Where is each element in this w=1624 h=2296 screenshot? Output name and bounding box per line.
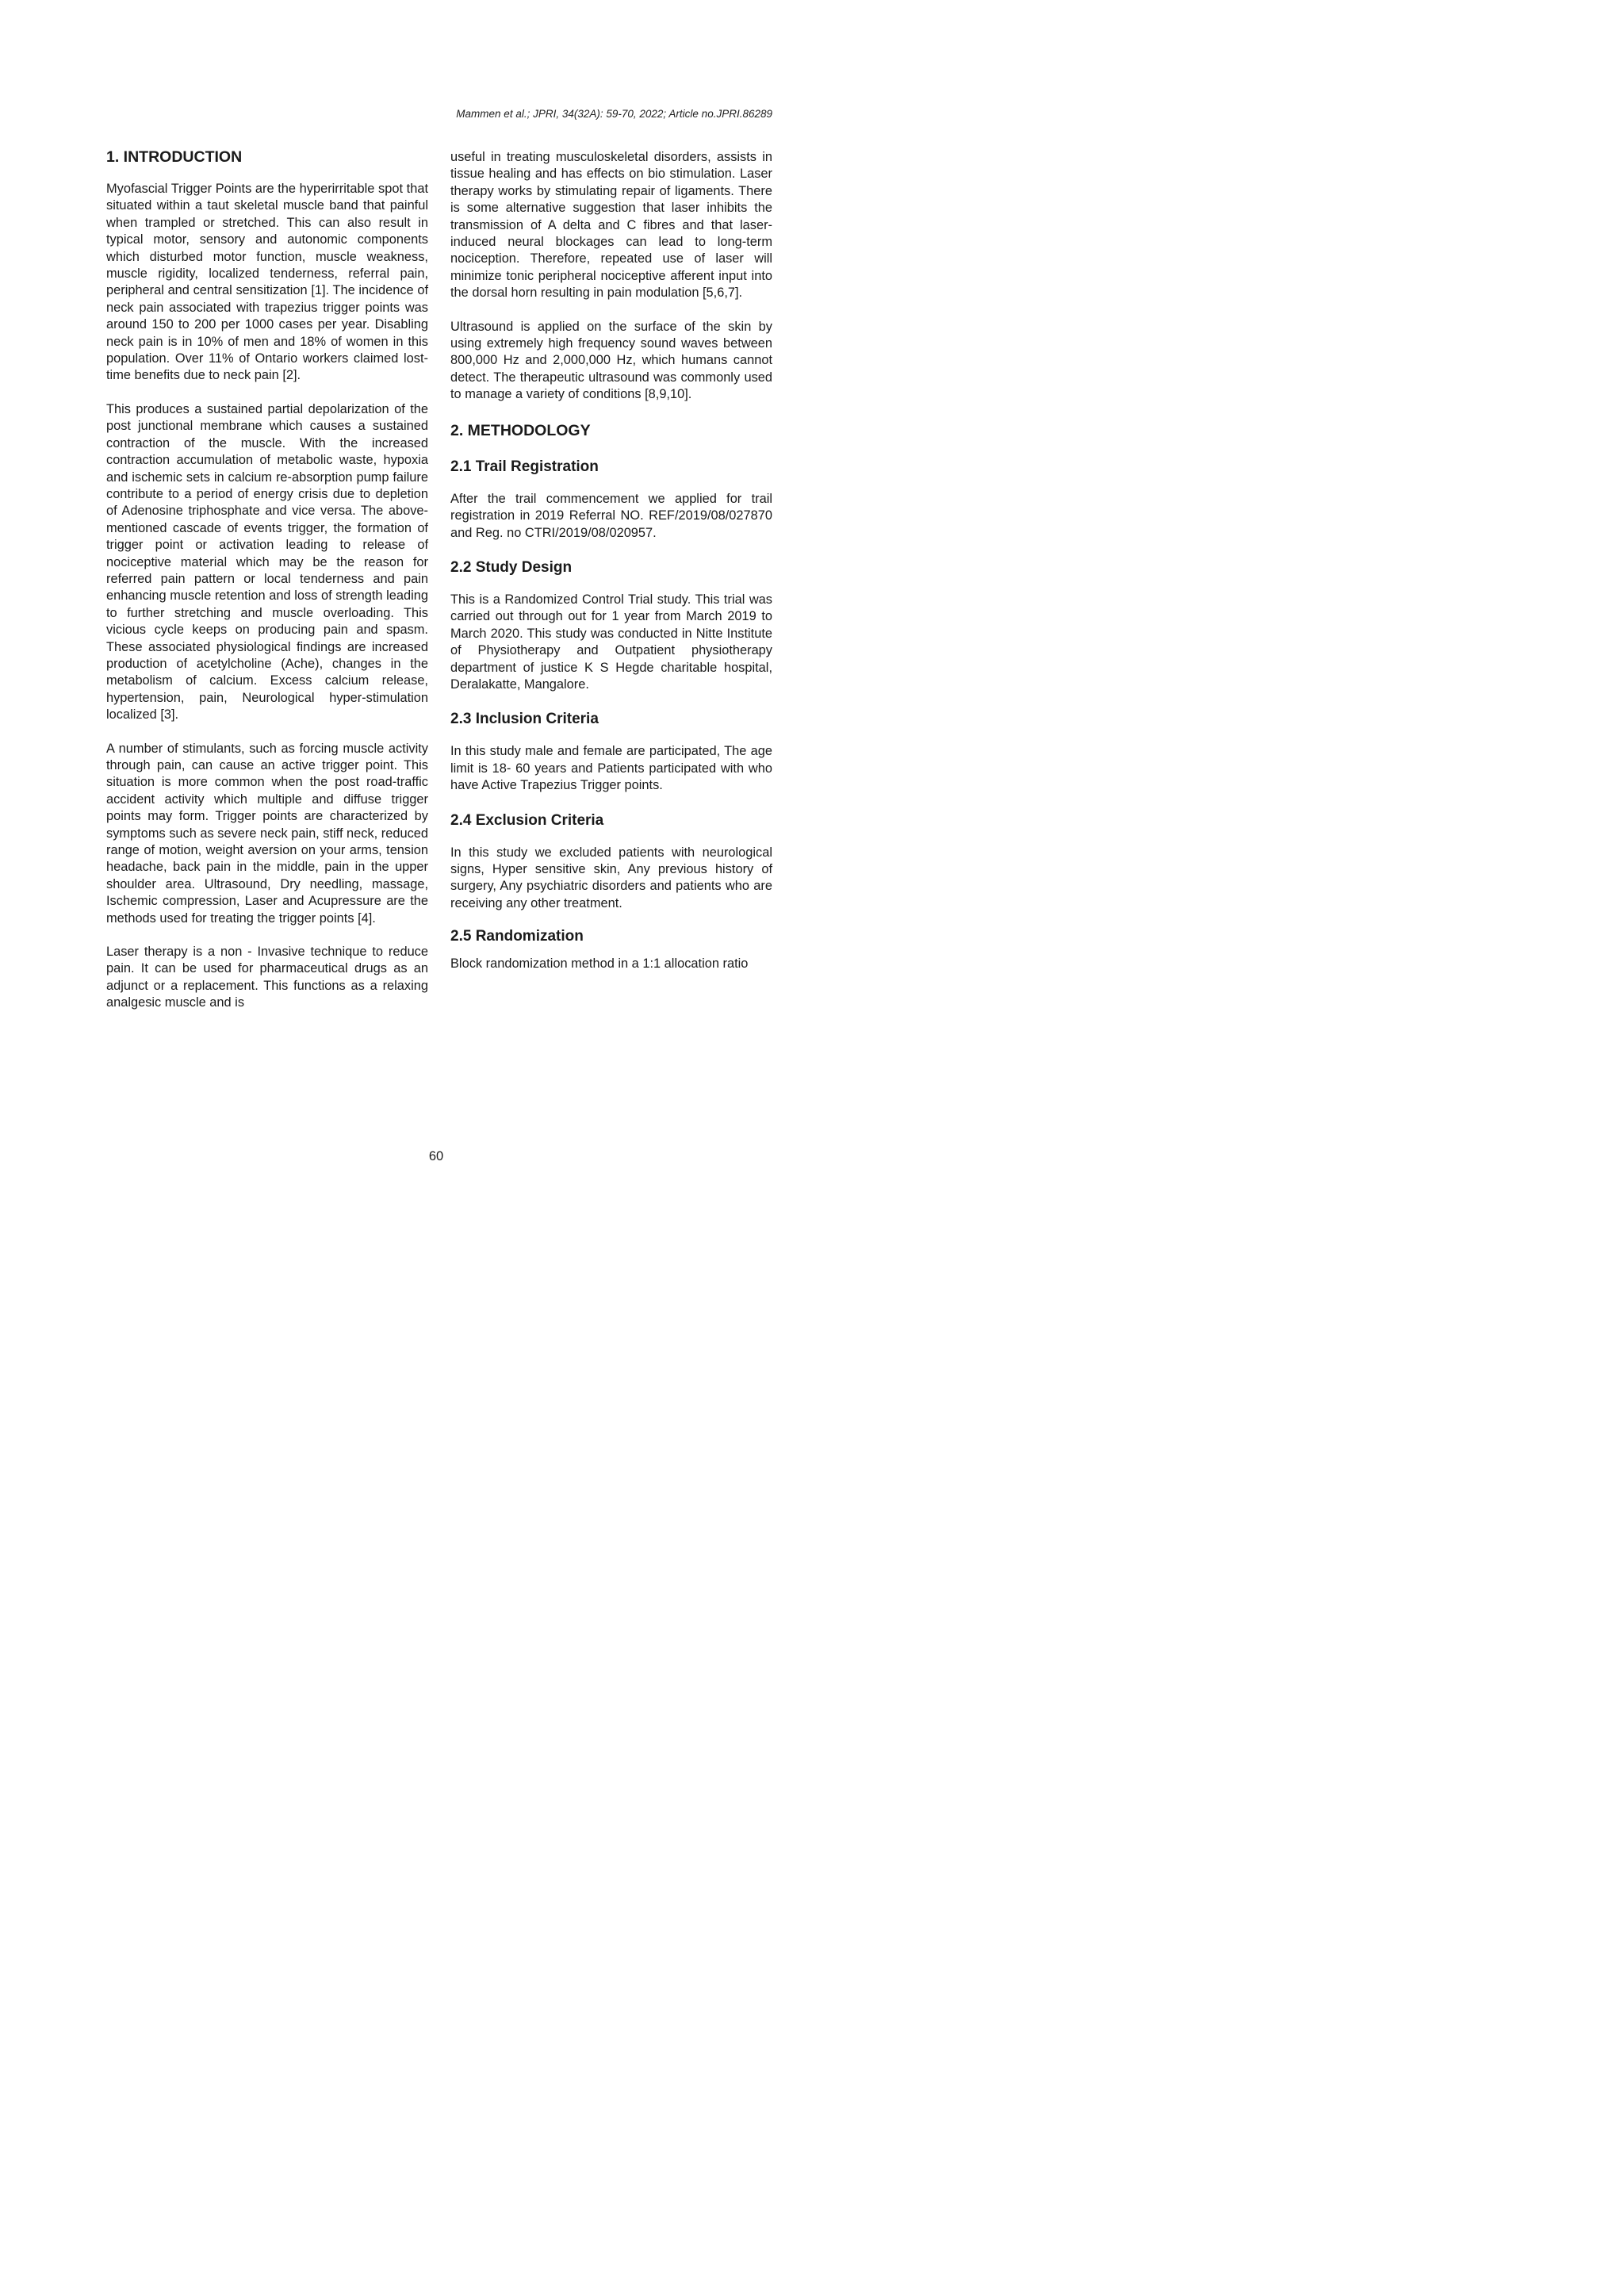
section-heading-trail-registration: 2.1 Trail Registration <box>450 458 599 475</box>
section-heading-study-design: 2.2 Study Design <box>450 558 573 576</box>
ultrasound-paragraph: Ultrasound is applied on the surface of the skin by using extremely high frequency sound waves between 800,000 Hz and 2,000,000 Hz, which humans cannot detect. The therapeutic ultrasound was commonly used to manage a variety of conditions [8,9,10]. <box>450 319 772 402</box>
section-text-randomization: Block randomization method in a 1:1 allocation ratio <box>450 956 749 972</box>
intro-continuation-paragraph: useful in treating musculoskeletal disorders, assists in tissue healing and has effects on bio stimulation. Laser therapy works by stimulating repair of ligaments. There is some alternative suggestion that laser inhibits the transmission of A delta and C fibres and that laser-induced neural blockages can lead to long-term nociception. Therefore, repeated use of laser will minimize tonic peripheral nociceptive afferent input into the dorsal horn resulting in pain modulation [5,6,7]. <box>450 150 772 301</box>
right-column <box>450 148 772 973</box>
section-heading-inclusion-criteria: 2.3 Inclusion Criteria <box>450 711 599 728</box>
section-heading-exclusion-criteria: 2.4 Exclusion Criteria <box>450 811 604 829</box>
running-head: Mammen et al.; JPRI, 34(32A): 59-70, 2022; Article no.JPRI.86289 <box>456 108 772 120</box>
intro-paragraph-2: This produces a sustained partial depolarization of the post junctional membrane which causes a sustained contraction of the muscle. With the increased contraction accumulation of metabolic waste, hypoxia and ischemic sets in calcium re-absorption pump failure contribute to a period of energy crisis due to depletion of Adenosine triphosphate and vice versa. The above-mentioned cascade of events trigger, the formation of trigger point or activation leading to release of nociceptive material which may be the reason for referred pain pattern or local tenderness and pain enhancing muscle retention and loss of strength leading to further stretching and muscle overloading. This vicious cycle keeps on producing pain and spasm. These associated physiological findings are increased production of acetylcholine (Ache), changes in the metabolism of calcium. Excess calcium release, hypertension, pain, Neurological hyper-stimulation localized [3]. <box>106 401 428 723</box>
methodology-heading: 2. METHODOLOGY <box>450 421 591 439</box>
intro-paragraph-1: Myofascial Trigger Points are the hyperirritable spot that situated within a taut skeletal muscle band that painful when trampled or stretched. This can also result in typical motor, sensory and autonomic components which disturbed motor function, muscle weakness, muscle rigidity, localized tenderness, referral pain, peripheral and central sensitization [1]. The incidence of neck pain associated with trapezius trigger points was around 150 to 200 per 1000 cases per year. Disabling neck pain is in 10% of men and 18% of women in this population. Over 11% of Ontario workers claimed lost-time benefits due to neck pain [2]. <box>106 182 428 383</box>
section-text-trail-registration: After the trail commencement we applied for trail registration in 2019 Referral NO. REF/2019/08/027870 and Reg. no CTRI/2019/08/020957. <box>450 491 772 540</box>
introduction-heading: 1. INTRODUCTION <box>106 148 243 166</box>
left-column <box>106 148 428 1012</box>
section-heading-randomization: 2.5 Randomization <box>450 928 584 945</box>
section-text-study-design: This is a Randomized Control Trial study. This trial was carried out through out for 1 year from March 2019 to March 2020. This study was conducted in Nitte Institute of Physiotherapy and Outpatient physiotherapy department of justice K S Hegde charitable hospital, Deralakatte, Mangalore. <box>450 592 772 692</box>
page-number: 60 <box>428 1149 444 1163</box>
section-text-inclusion-criteria: In this study male and female are participated, The age limit is 18- 60 years and Patients participated with who have Active Trapezius Trigger points. <box>450 744 772 793</box>
section-text-exclusion-criteria: In this study we excluded patients with neurological signs, Hyper sensitive skin, Any previous history of surgery, Any psychiatric disorders and patients who are receiving any other treatment. <box>450 845 772 910</box>
intro-paragraph-3: A number of stimulants, such as forcing muscle activity through pain, can cause an active trigger point. This situation is more common when the post road-traffic accident activity which multiple and diffuse trigger points may form. Trigger points are characterized by symptoms such as severe neck pain, stiff neck, reduced range of motion, weight aversion on your arms, tension headache, back pain in the middle, pain in the upper shoulder area. Ultrasound, Dry needling, massage, Ischemic compression, Laser and Acupressure are the methods used for treating the trigger points [4]. <box>106 741 429 926</box>
intro-paragraph-4: Laser therapy is a non - Invasive technique to reduce pain. It can be used for pharmaceutical drugs as an adjunct or a replacement. This functions as a relaxing analgesic muscle and is <box>106 945 428 1010</box>
